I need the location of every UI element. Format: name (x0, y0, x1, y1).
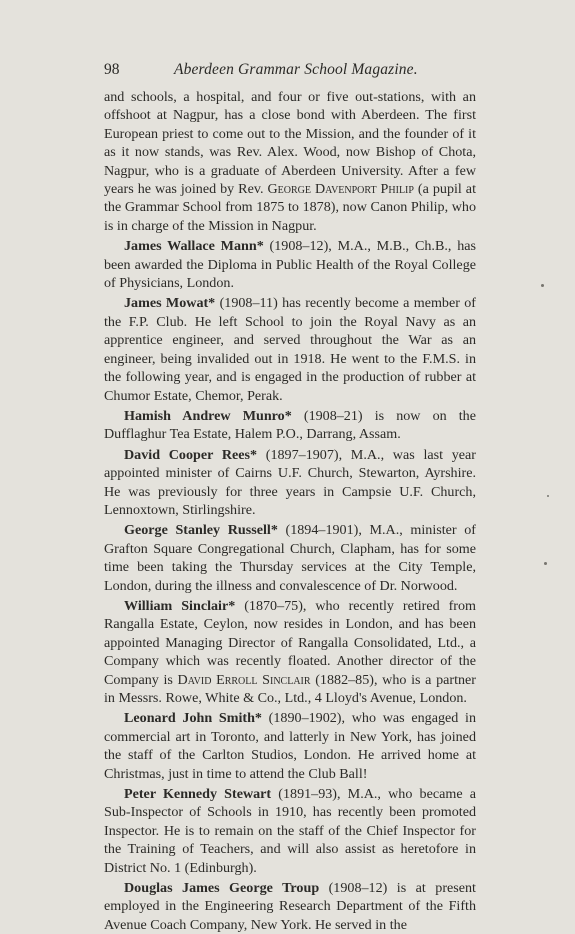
entry-text-munro: (1908–21) is now on the Dufflaghur Tea Estate, Halem P.O., Darrang, Assam. (104, 407, 476, 443)
entry-text-russell: (1894–1901), M.A., minister of Grafton Square Congregational Church, Clapham, has for some time been taking the Thursday services at the City Temple, London, during the illness and convalescence of Dr. Norwood. (104, 522, 477, 594)
entry-paragraph-troup (104, 879, 476, 934)
entry-paragraph-munro (104, 407, 476, 444)
intro-text-b: (a pupil at the Grammar School from 1875 to 1878), now Canon Philip, who is in charge of the Mission in Nagpur. (104, 181, 476, 234)
entry-paragraph-sinclair (104, 597, 476, 707)
entry-name-rees: David Cooper Rees* (124, 446, 258, 463)
entry-paragraph-smith (104, 709, 476, 783)
paper-speck (547, 495, 549, 497)
entry-name-munro: Hamish Andrew Munro* (124, 407, 292, 424)
entry-name-troup: Douglas James George Troup (124, 880, 320, 897)
entry-name-russell: George Stanley Russell* (124, 522, 278, 539)
entry-name-mann: James Wallace Mann* (124, 238, 264, 255)
entry-name-mowat: James Mowat* (124, 295, 216, 312)
entry-text-sinclair: (1870–75), who recently retired from Rangalla Estate, Ceylon, now resides in London, and has been appointed Managing Director of Rangalla Consolidated, Ltd., a Company which was recently floated. Another director of the Company is (104, 597, 477, 688)
entry-text-mowat: (1908–11) has recently become a member of the F.P. Club. He left School to join the Royal Navy as an apprentice engineer, and served throughout the War as an engineer, being invalided out in 1918. He went to the F.M.S. in the following year, and is engaged in the production of rubber at Chumor Estate, Chemor, Perak. (104, 295, 476, 404)
entry-name-stewart: Peter Kennedy Stewart (124, 786, 272, 803)
entry-name-smith: Leonard John Smith* (124, 710, 262, 727)
entry-text-mann: (1908–12), M.A., M.B., Ch.B., has been awarded the Diploma in Public Health of the Royal College of Physicians, London. (104, 238, 476, 292)
entry-name-sinclair: William Sinclair* (124, 597, 236, 614)
entry-text-troup: (1908–12) is at present employed in the Engineering Research Department of the Fifth Avenue Coach Company, New York. He served in the (104, 880, 476, 933)
paper-speck (544, 562, 547, 565)
page-header (104, 60, 476, 80)
intro-name-small-caps: George Davenport Philip (267, 181, 414, 198)
entry-paragraph-rees (104, 446, 476, 520)
entry-paragraph-russell (104, 521, 476, 595)
entry-paragraph-mowat (104, 294, 476, 404)
entry-text-stewart: (1891–93), M.A., who became a Sub-Inspector of Schools in 1910, has recently been promoted Inspector. He is to remain on the staff of the Chief Inspector for the Training of Teachers, and will also assist as heretofore in District No. 1 (Edinburgh). (104, 786, 476, 876)
intro-text-a: and schools, a hospital, and four or five out-stations, with an offshoot at Nagpur, has a close bond with Aberdeen. The first European priest to come out to the Mission, and the founder of it as it now stands, was Rev. Alex. Wood, now Bishop of Chota, Nagpur, who is a graduate of Aberdeen University. After a few years he was joined by Rev. (104, 89, 476, 198)
paper-speck (541, 284, 544, 287)
entry-name-small-caps-sinclair: David Erroll Sinclair (177, 671, 311, 688)
entry-paragraph-mann (104, 237, 476, 292)
entry-text-after-sinclair: (1882–85), who is a partner in Messrs. Rowe, White & Co., Ltd., 4 Lloyd's Avenue, London. (104, 671, 476, 706)
article-body (104, 88, 476, 934)
page-number: 98 (104, 61, 120, 78)
entry-text-smith: (1890–1902), who was engaged in commercial art in Toronto, and latterly in New York, has joined the staff of the Carlton Studios, London. He arrived home at Christmas, just in time to attend the Club Ball! (104, 710, 476, 782)
entry-paragraph-stewart (104, 785, 476, 877)
running-title: Aberdeen Grammar School Magazine. (174, 61, 418, 78)
intro-paragraph (104, 88, 476, 235)
entry-text-rees: (1897–1907), M.A., was last year appointed minister of Cairns U.F. Church, Stewarton, Ayrshire. He was previously for three years in Campsie U.F. Church, Lennoxtown, Stirlingshire. (104, 446, 476, 518)
